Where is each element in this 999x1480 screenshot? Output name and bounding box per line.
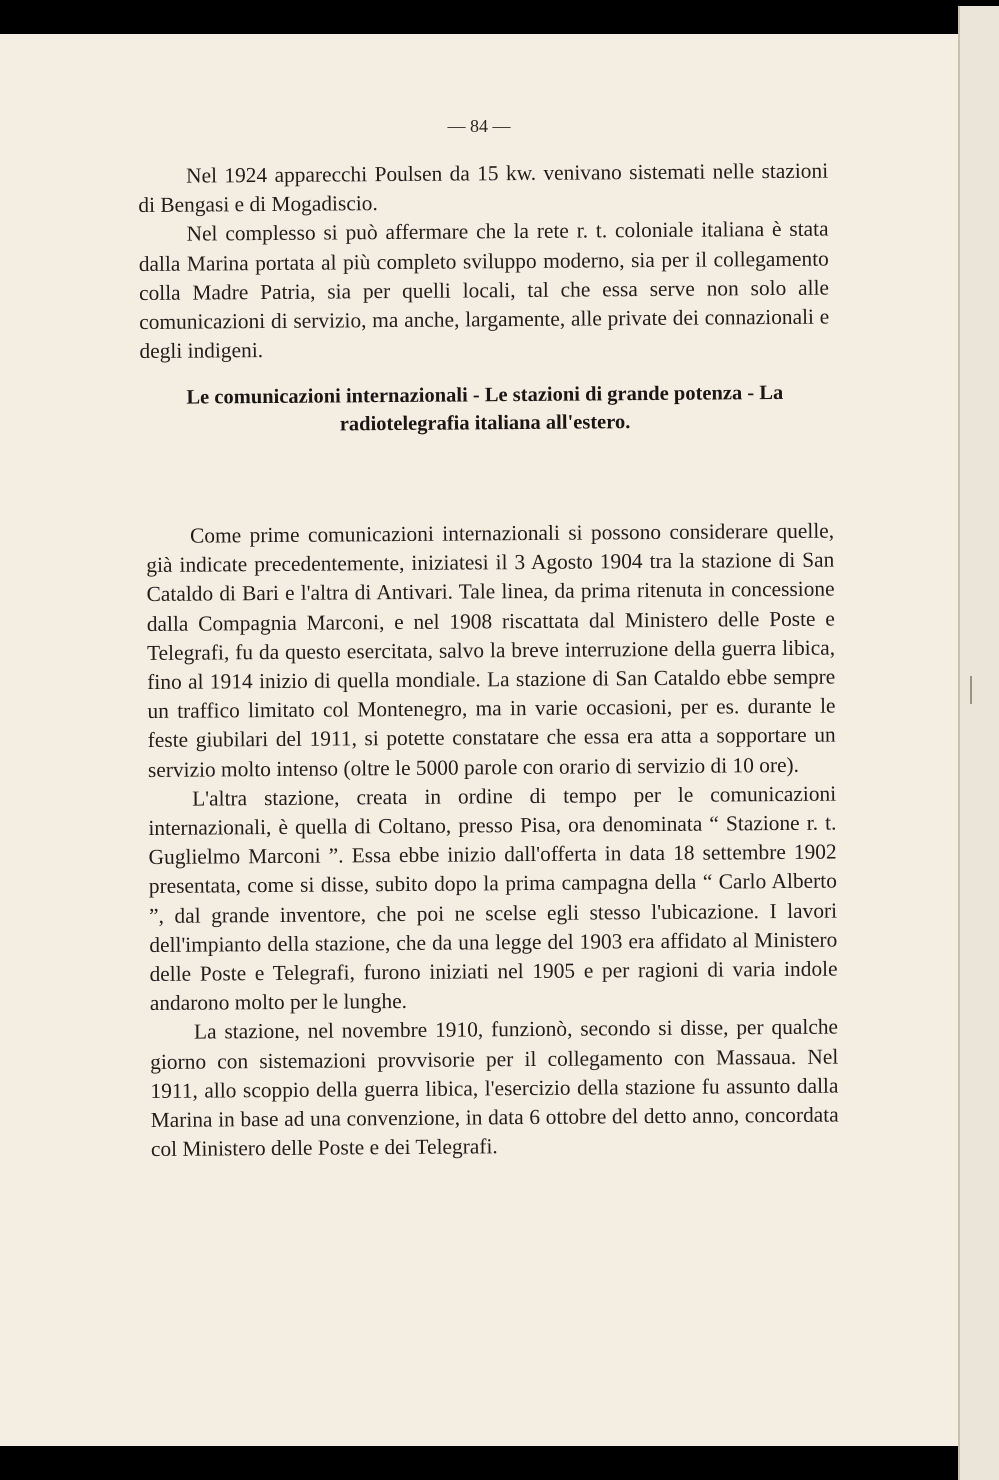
paragraph: Come prime comunicazioni internazionali si possono considerare quelle, già indicate precedentemente, iniziatesi il 3 Agosto 1904 tra la stazione di San Cataldo di Bari e l'altra di Antivari. Tale linea, da prima ritenuta in concessione dalla Compagnia Marconi, e nel 1908 riscattata dal Ministero delle Poste e Telegrafi, fu da questo esercitata, salvo la breve interruzione della guerra libica, fino al 1914 inizio di quella mondiale. La stazione di San Cataldo ebbe sempre un traffico limitato col Montenegro, ma in varie occasioni, per es. durante le feste giubilari del 1911, si potette constatare che essa era atta a sopportare un servizio molto intenso (oltre le 5000 parole con orario di servizio di 10 ore).: [146, 518, 836, 782]
section-text: [146, 517, 839, 1165]
paragraph: La stazione, nel novembre 1910, funzionò, secondo si disse, per qualche giorno con sistemazioni provvisorie per il collegamento con Massaua. Nel 1911, allo scoppio della guerra libica, l'esercizio della stazione fu assunto dalla Marina in base ad una convenzione, in data 6 ottobre del detto anno, concordata col Ministero delle Poste e dei Telegrafi.: [150, 1015, 839, 1162]
paragraph: Nel 1924 apparecchi Poulsen da 15 kw. venivano sistemati nelle stazioni di Bengasi e di Mogadiscio.: [138, 158, 829, 218]
paragraph: Nel complesso si può affermare che la rete r. t. coloniale italiana è stata dalla Marina portata al più completo sviluppo moderno, sia per il collegamento colla Madre Patria, sia per quelli locali, tal che essa serve non solo alle comunicazioni di servizio, ma anche, largamente, alle private dei connazionali e degli indigeni.: [138, 216, 830, 364]
adjacent-page-edge: [958, 6, 999, 1480]
page-number: — 84 —: [447, 116, 511, 136]
book-page: [0, 34, 958, 1446]
section-heading: Le comunicazioni internazionali - Le stazioni di grande potenza - La radiotelegrafia italiana all'estero.: [186, 382, 784, 436]
paragraph: L'altra stazione, creata in ordine di tempo per le comunicazioni internazionali, è quella di Coltano, presso Pisa, ora denominata “ Stazione r. t. Guglielmo Marconi ”. Essa ebbe inizio dall'offerta in data 18 settembre 1902 presentata, come si disse, subito dopo la prima campagna della “ Carlo Alberto ”, dal grande inventore, che poi ne scelse egli stesso l'ubicazione. I lavori dell'impianto della stazione, che da una legge del 1903 era affidato al Ministero delle Poste e Telegrafi, furono iniziati nel 1905 e per ragioni di varia indole andarono molto per le lunghe.: [148, 781, 838, 1016]
intro-text: [138, 157, 830, 461]
page-mark: [970, 676, 972, 704]
